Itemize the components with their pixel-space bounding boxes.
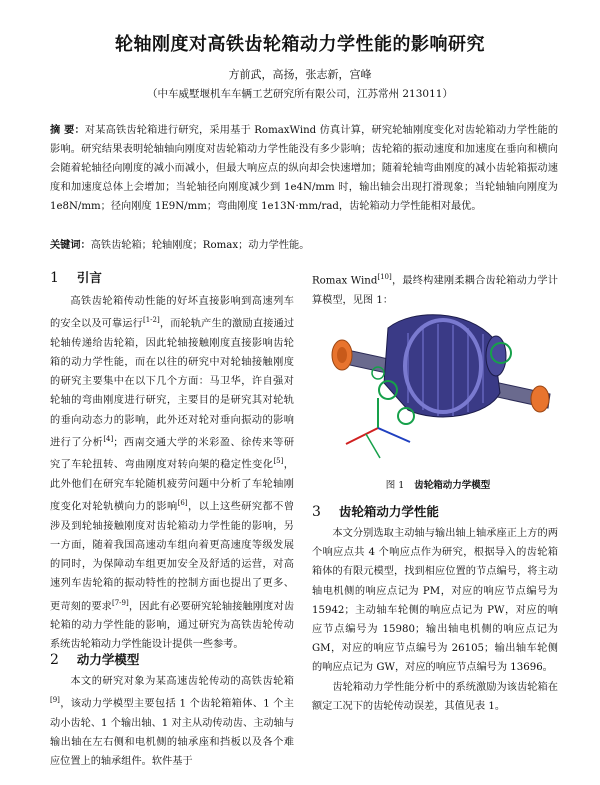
intro-text-b: ，而轮轨产生的激励直接通过轮轴传递给齿轮箱，因此轮轴接触刚度直接影响齿轮箱的动力学性能，而在以往的研究中对轮轴接触刚度的研究主要集中在以下几个方面：马卫华，许自强对轮轴的弯曲刚度进行研究，主要目的是研究其对轮轨的垂向动态力的影响，此外还对轮对垂向振动的影响进行了分析 — [50, 318, 295, 449]
romax-text-b: ，最终构建刚柔耦合齿轮箱动力学计算模型，见图 1： — [312, 275, 558, 306]
spring-element — [398, 408, 414, 424]
model-text-a: 本文的研究对象为某高速齿轮传动的高铁齿轮箱 — [70, 676, 294, 687]
right-bearing — [531, 386, 549, 412]
section-title: 动力学模型 — [76, 652, 140, 667]
abstract — [50, 121, 558, 216]
citation: [6] — [177, 499, 188, 508]
section3-paragraph-2: 齿轮箱动力学性能分析中的系统激励为该齿轮箱在额定工况下的齿轮传动误差，其值见表 1。 — [312, 681, 558, 712]
model-text-b: ，该动力学模型主要包括 1 个齿轮箱箱体、1 个主动小齿轮、1 个输出轴、1 对主从动传动齿、主动轴与输出轴在左右侧和电机侧的轴承座和挡板以及各个难应位置上的轴承组件。软件基于 — [50, 698, 294, 768]
intro-text-d: ，此外他们在研究车轮随机疲劳问题中分析了车轮轴刚度变化对轮轨横向力的影响 — [50, 459, 294, 513]
intro-text-a: 高铁齿轮箱传动性能的好坏直接影响到高速列车的安全以及可靠运行 — [50, 296, 294, 330]
section-title: 引言 — [76, 270, 102, 285]
citation: [1-2] — [142, 316, 160, 325]
citation: [10] — [377, 273, 392, 281]
axis-x-icon — [346, 428, 378, 444]
section-heading-2 — [50, 650, 139, 668]
axis-z-icon — [378, 428, 410, 442]
keywords-text: 高铁齿轮箱；轮轴刚度；Romax；动力学性能。 — [90, 240, 310, 251]
paper-authors: 方前武，高扬，张志新，宫峰 — [228, 68, 372, 81]
section-number: 2 — [50, 652, 59, 668]
romax-text-a: Romax Wind — [312, 275, 378, 287]
intro-text-e: ，以上这些研究都不曾涉及到轮轴接触刚度对齿轮箱动力学性能的影响，另一方面，随着我国高速动车组向着更高速度等级发展的同时，为保障动车组更加安全及舒适的运营，对高速列车齿轮箱的振动特性的控制方面也提出了更多、更苛刻的要求 — [50, 501, 295, 612]
abstract-text: 对某高铁齿轮箱进行研究，采用基于 RomaxWind 仿真计算，研究轮轴刚度变化对齿轮箱动力学性能的影响。研究结果表明轮轴轴向刚度对齿轮箱动力学性能没有多少影响；齿轮箱的振动速度和加速度在垂向和横向会随着轮轴径向刚度的减小而减小，但最大响应点的纵向却会快速增加；随着轮轴弯曲刚度的减小齿轮箱振动速度和加速度总体上会增加；当轮轴径向刚度减少到 1e4N/mm 时，输出轴会出现打滑现象；当轮轴轴向刚度为 1e8N/mm；径向刚度 1E9N/mm；弯曲刚度 1e13N·mm/rad，齿轮箱动力学性能相对最优。 — [50, 125, 559, 212]
section-heading-1 — [50, 268, 102, 286]
citation: [7-9] — [111, 598, 129, 607]
section-number: 1 — [50, 270, 59, 286]
paper-affiliation: （中车威墅堰机车车辆工艺研究所有限公司，江苏常州 213011） — [147, 88, 453, 100]
section-heading-3 — [312, 502, 439, 520]
intro-text-c: ；西南交通大学的米彩盈、徐传来等研究了车轮扭转、弯曲刚度对转向架的稳定性变化 — [50, 437, 295, 471]
axis-extra-icon — [366, 434, 380, 458]
intro-paragraph — [50, 292, 294, 655]
figure-caption — [318, 477, 558, 491]
keywords-label: 关键词： — [50, 240, 91, 251]
section3-paragraphs — [312, 524, 558, 716]
figure-label: 图 1 — [385, 480, 405, 491]
left-bearing-inner — [337, 347, 347, 363]
model-paragraph — [50, 672, 294, 771]
citation: [9] — [50, 696, 60, 705]
citation: [4] — [103, 434, 114, 443]
motor-flange — [486, 336, 506, 376]
paper-title: 轮轴刚度对高铁齿轮箱动力学性能的影响研究 — [115, 34, 485, 55]
gearbox-model-figure — [318, 298, 558, 468]
keywords — [50, 236, 558, 251]
intro-text-f: ，因此有必要研究轮轴接触刚度对齿轮箱的动力学性能的影响，通过研究为高铁齿轮传动系统齿轮箱动力学性能设计提供一些参考。 — [50, 601, 295, 651]
section3-paragraph-1: 本文分别选取主动轴与输出轴上轴承座正上方的两个响应点共 4 个响应点作为研究，根据导入的齿轮箱箱体的有限元模型，找到相应位置的节点编号，将主动轴电机侧的响应点记为 PM，对应的响应节点编号为 15942；主动轴车轮侧的响应点记为 PW，对应的响应节点编号为 15980；输出轴电机侧的响应点记为 GM，对应的响应节点编号为 26105；输出轴车轮侧的响应点记为 GW，对应的响应节点编号为 13696。 — [312, 528, 558, 674]
figure-caption-text: 齿轮箱动力学模型 — [414, 480, 491, 491]
section-number: 3 — [312, 504, 321, 520]
abstract-label: 摘 要： — [50, 125, 85, 136]
citation: [5] — [273, 457, 284, 466]
section-title: 齿轮箱动力学性能 — [338, 504, 439, 519]
